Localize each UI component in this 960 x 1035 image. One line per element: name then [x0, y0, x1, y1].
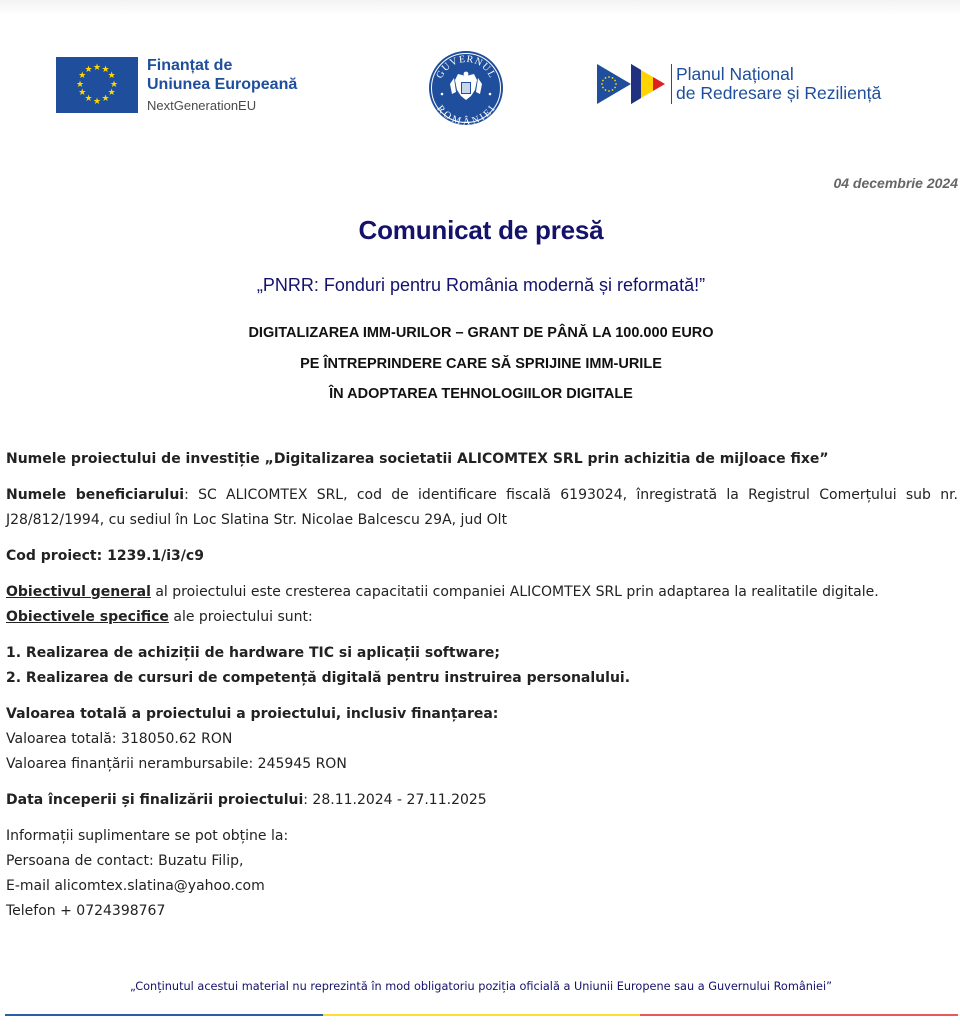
headline-line-2: PE ÎNTREPRINDERE CARE SĂ SPRIJINE IMM-URILE [300, 355, 662, 372]
seal-bottom-text: ROMÂNIEI [434, 103, 498, 126]
eu-star-icon: ★ [109, 79, 119, 90]
project-name [6, 447, 958, 472]
contact-phone: Telefon + 0724398767 [6, 903, 166, 919]
grant-value: Valoarea finanțării nerambursabile: 245945 RON [6, 756, 347, 772]
value-heading: Valoarea totală a proiectului a proiectului, inclusiv finanțarea: [6, 706, 499, 722]
pnrr-star-icon [612, 89, 614, 91]
contact-intro: Informații suplimentare se pot obține la: [6, 828, 289, 844]
page-title: Comunicat de presă [358, 215, 604, 245]
eu-logo-line1: Finanțat de [147, 57, 233, 74]
specific-objectives-text: ale proiectului sunt: [168, 609, 313, 625]
pnrr-star-icon [601, 83, 603, 85]
pnrr-star-icon [608, 90, 610, 92]
pnrr-star-icon [614, 87, 616, 89]
beneficiary-label: Numele beneficiarului [6, 487, 185, 503]
eu-star-icon: ★ [78, 88, 87, 98]
eu-star-icon: ★ [101, 94, 110, 105]
tricolor-red [640, 1014, 958, 1016]
objective-item: 2. Realizarea de cursuri de competență digitală pentru instruirea personalului. [6, 670, 631, 686]
project-dates-label: Data începerii și finalizării proiectului [6, 792, 304, 808]
specific-objectives-label: Obiectivele specifice [6, 609, 169, 625]
eu-star-icon: ★ [101, 64, 110, 75]
pnrr-line1: Planul Național [676, 64, 794, 84]
beneficiary-value: : SC ALICOMTEX SRL, cod de identificare fiscală 6193024, înregistrată la Registrul Comerțului sub nr. J28/812/1994, cu sediul în Loc Slatina Str. Nicolae Balcescu 29A, jud Olt [6, 487, 958, 528]
pnrr-star-icon [605, 89, 607, 91]
eu-star-icon: ★ [107, 88, 116, 98]
contact-person: Persoana de contact: Buzatu Filip, [6, 853, 244, 869]
headline [0, 318, 960, 410]
project-dates-value: : 28.11.2024 - 27.11.2025 [303, 792, 487, 808]
project-code [6, 544, 958, 569]
eu-star-icon: ★ [92, 62, 102, 73]
eu-star-icon: ★ [78, 71, 87, 81]
release-date: 04 decembrie 2024 [833, 175, 958, 191]
tricolor-blue [5, 1014, 323, 1016]
headline-line-1: DIGITALIZAREA IMM-URILOR – GRANT DE PÂNĂ LA 100.000 EURO [248, 325, 714, 341]
disclaimer: „Conținutul acestui material nu reprezintă în mod obligatoriu poziția oficială a Uniunii Europene sau a Guvernului României” [130, 980, 832, 993]
pnrr-logo [597, 64, 881, 104]
beneficiary [6, 483, 958, 533]
project-dates [6, 788, 958, 813]
pnrr-star-icon [602, 87, 604, 89]
eu-flag-icon [56, 57, 138, 113]
romania-government-seal-icon [428, 50, 504, 126]
press-release-body [6, 447, 958, 924]
pnrr-separator [671, 64, 672, 104]
tricolor-yellow [323, 1014, 641, 1016]
project-name-label: Numele proiectului de investiție [6, 451, 260, 467]
pnrr-star-icon [615, 83, 617, 85]
general-objective-label: Obiectivul general [6, 584, 151, 600]
pnrr-star-icon [608, 76, 610, 78]
eu-logo-line2: Uniunea Europeană [147, 76, 298, 93]
general-objective [6, 580, 958, 605]
objective-item: 1. Realizarea de achiziții de hardware TIC si aplicații software; [6, 645, 500, 661]
eu-star-icon: ★ [84, 94, 93, 105]
project-code-label: Cod proiect [6, 548, 97, 564]
pnrr-star-icon [612, 77, 614, 79]
eu-star-icon: ★ [92, 96, 102, 107]
project-code-value: : 1239.1/i3/c9 [96, 548, 204, 564]
eu-logo-line3: NextGenerationEU [147, 98, 257, 113]
total-value: Valoarea totală: 318050.62 RON [6, 731, 233, 747]
eu-star-icon: ★ [75, 79, 85, 90]
pnrr-star-icon [614, 80, 616, 82]
specific-objectives [6, 605, 958, 630]
page-subtitle: „PNRR: Fonduri pentru România modernă și reformată!” [256, 275, 706, 295]
general-objective-text: al proiectului este cresterea capacitatii companiei ALICOMTEX SRL prin adaptarea la realitatile digitale. [150, 584, 879, 600]
eu-funding-logo [56, 57, 297, 116]
pnrr-line2: de Redresare și Reziliență [676, 83, 882, 103]
pnrr-arrows-icon [597, 64, 669, 104]
top-shade [0, 0, 960, 16]
tricolor-footer-line [5, 1014, 958, 1016]
eu-star-icon: ★ [84, 64, 93, 75]
contact-email: E-mail alicomtex.slatina@yahoo.com [6, 878, 265, 894]
eu-star-icon: ★ [107, 71, 116, 81]
seal-top-text: GUVERNUL [434, 53, 498, 81]
project-name-value: „Digitalizarea societatii ALICOMTEX SRL prin achizitia de mijloace fixe” [264, 451, 829, 467]
pnrr-star-icon [605, 77, 607, 79]
pnrr-star-icon [602, 80, 604, 82]
headline-line-3: ÎN ADOPTAREA TEHNOLOGIILOR DIGITALE [329, 386, 633, 402]
